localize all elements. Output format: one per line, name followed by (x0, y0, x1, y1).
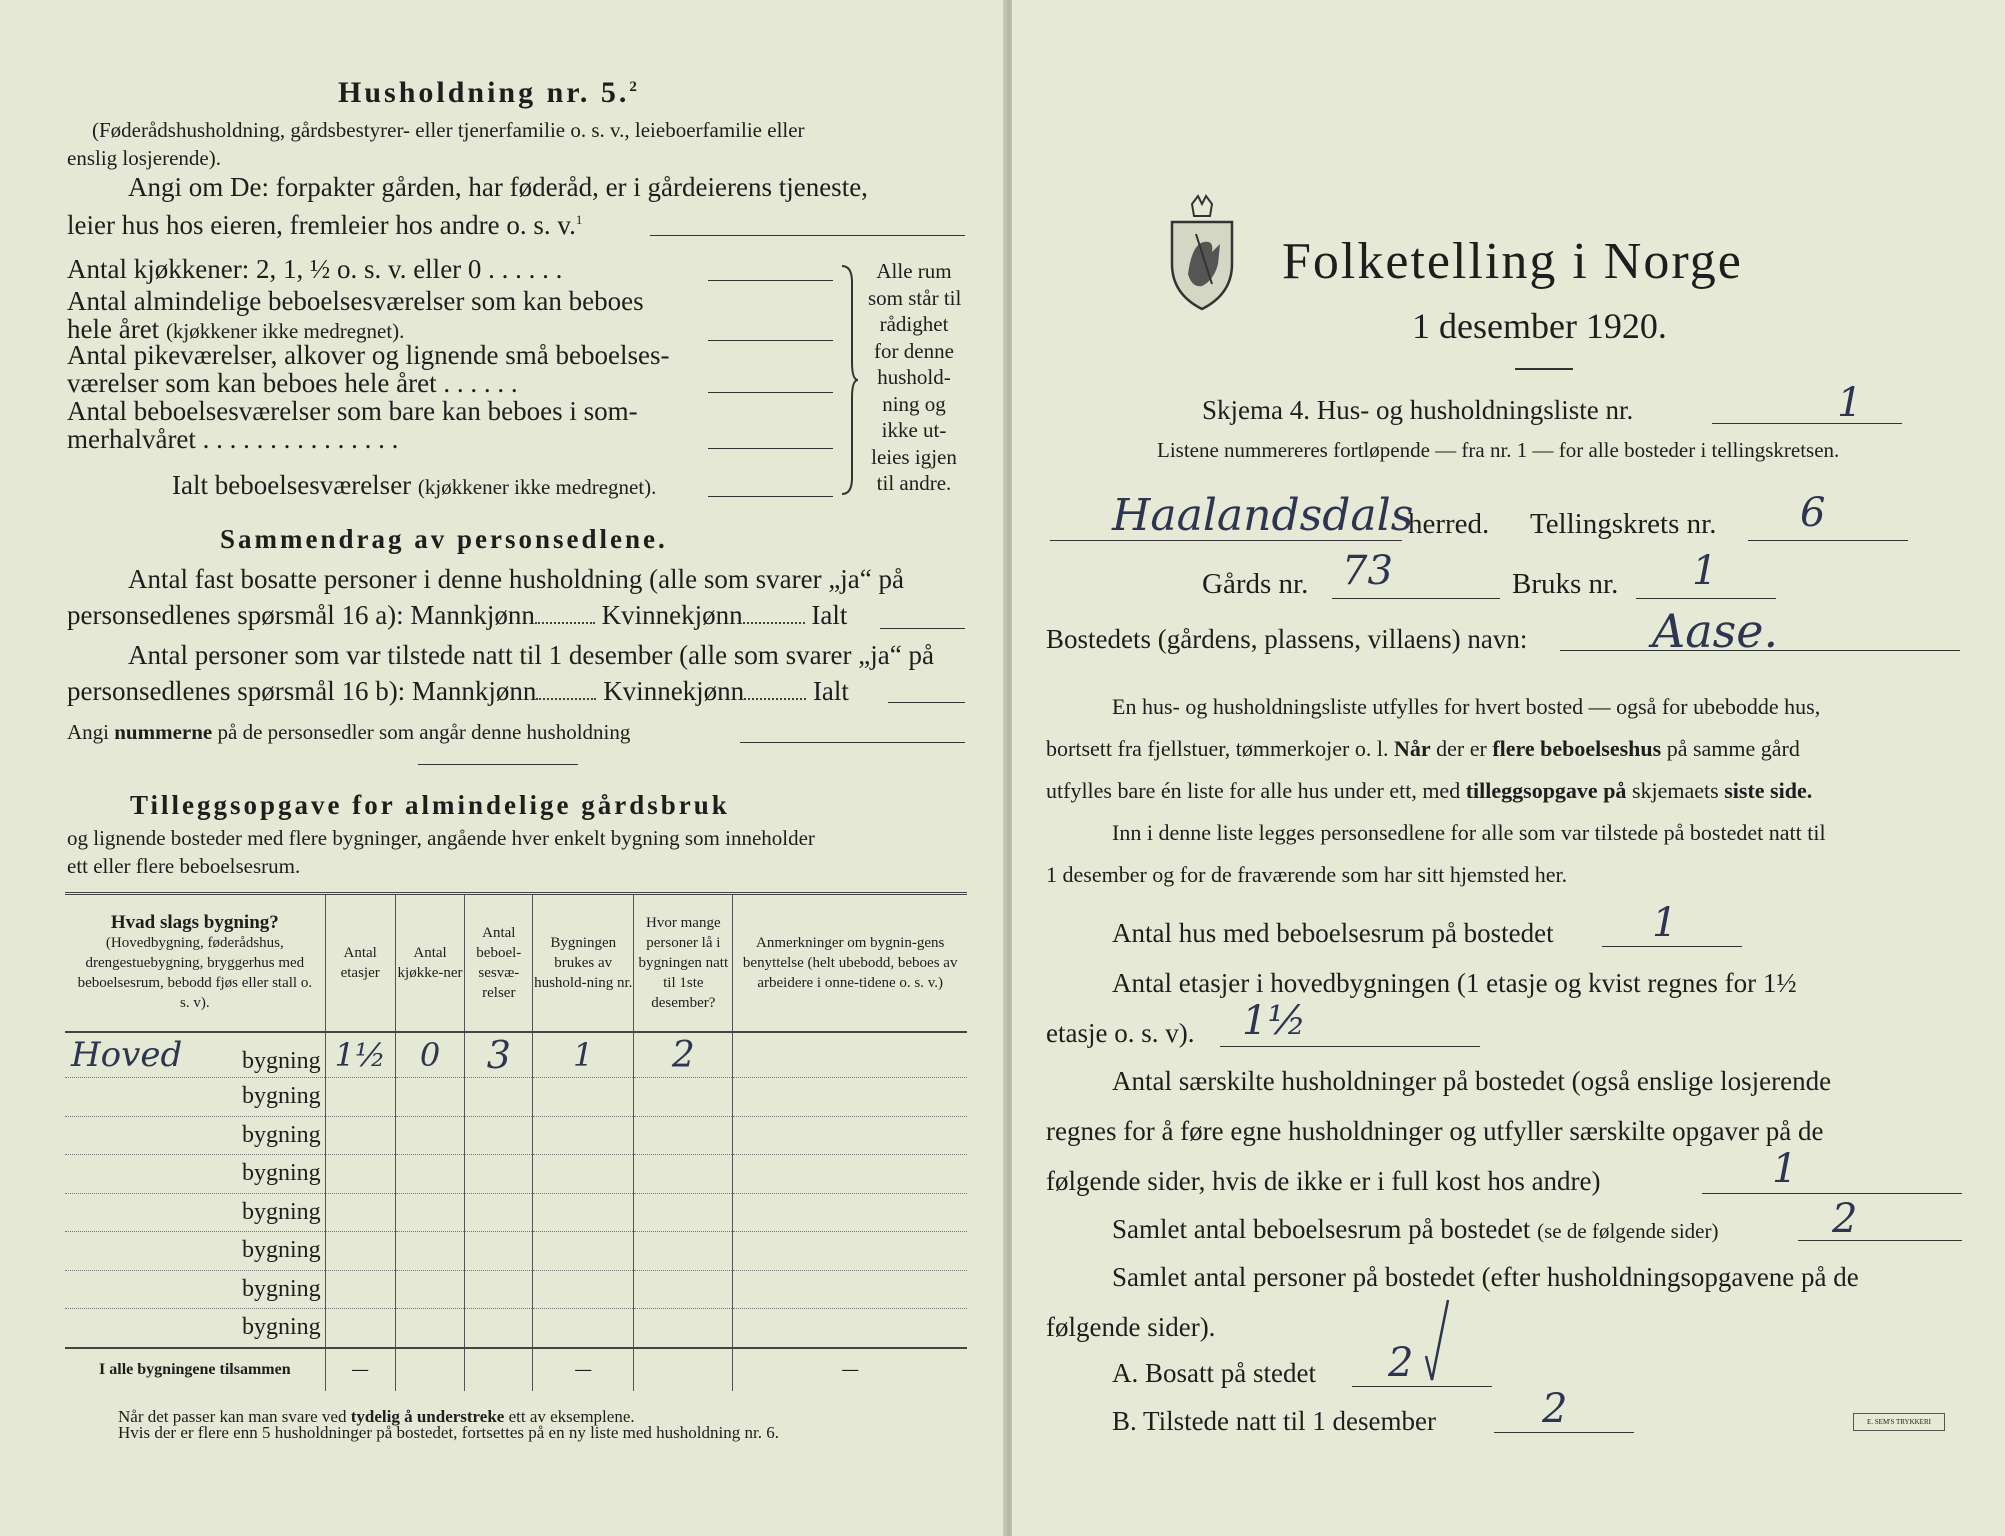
room-row-3a: Antal pikeværelser, alkover og lignende små beboelses- (67, 340, 670, 370)
para2-line1: Inn i denne liste legges personsedlene for alle som var tilstede på bostedet natt til (1112, 820, 1826, 845)
bosted-label: Bostedets (gårdens, plassens, villaens) navn: (1046, 624, 1528, 654)
para1-line3: utfylles bare én liste for alle hus under ett, med tilleggsopgave på skjemaets siste side. (1046, 778, 1813, 803)
para2-line2: 1 desember og for de fraværende som har sitt hjemsted her. (1046, 862, 1568, 887)
bruks-line (1636, 598, 1776, 599)
q4-label: Samlet antal beboelsesrum på bostedet (se de følgende sider) (1112, 1214, 1719, 1244)
tellingskrets-label: Tellingskrets nr. (1530, 508, 1717, 540)
ialt-rooms: Ialt beboelsesværelser (kjøkkener ikke medregnet). (172, 470, 657, 500)
building-table (65, 892, 967, 1391)
herred-label: herred. (1408, 508, 1490, 540)
table-row[interactable]: bygning (65, 1309, 967, 1348)
total-anm: — (733, 1348, 967, 1391)
b-value[interactable]: 2 (1542, 1386, 1568, 1432)
summary-1a: Antal fast bosatte personer i denne husholdning (alle som svarer „ja“ på (128, 564, 904, 594)
q1-value[interactable]: 1 (1652, 900, 1678, 946)
angi-nummerne-answer[interactable] (740, 742, 965, 743)
table-row[interactable]: bygning (65, 1193, 967, 1232)
summary-2-ialt-answer[interactable] (888, 702, 965, 703)
printer-stamp: E. SEM'S TRYKKERI (1853, 1413, 1945, 1431)
gards-value[interactable]: 73 (1342, 548, 1393, 594)
q2-line2: etasje o. s. v). (1046, 1018, 1195, 1048)
listene-note: Listene nummereres fortløpende — fra nr. 1 — for alle bosteder i tellingskretsen. (1157, 438, 1840, 462)
header-kjokkener: Antal kjøkke-ner (395, 894, 465, 1033)
tillegg-title: Tilleggsopgave for almindelige gårdsbruk (130, 790, 730, 820)
summary-2a: Antal personer som var tilstede natt til 1 desember (alle som svarer „ja“ på (128, 640, 934, 670)
room-row-2a: Antal almindelige beboelsesværelser som kan beboes (67, 286, 644, 316)
table-row[interactable]: Hoved bygning 1½ 0 3 1 2 (65, 1032, 967, 1078)
gards-line (1332, 598, 1500, 599)
q2-value[interactable]: 1½ (1242, 998, 1307, 1044)
room-row-2b: hele året (kjøkkener ikke medregnet). (67, 314, 405, 344)
room-row-3b: værelser som kan beboes hele året . . . . . . (67, 368, 518, 398)
table-row[interactable]: bygning (65, 1155, 967, 1194)
household-subtitle-2: enslig losjerende). (67, 146, 221, 170)
q3-line3: følgende sider, hvis de ikke er i full kost hos andre) (1046, 1166, 1601, 1196)
bruks-value[interactable]: 1 (1692, 548, 1718, 594)
header-etasjer: Antal etasjer (325, 894, 395, 1033)
checkmark-icon (1422, 1296, 1452, 1386)
summary-1b: personsedlenes spørsmål 16 a): Mannkjønn Kvinnekjønn Ialt (67, 600, 848, 630)
q1-label: Antal hus med beboelsesrum på bostedet (1112, 918, 1554, 948)
room-row-1-answer[interactable] (708, 280, 833, 281)
angi-line-1: Angi om De: forpakter gården, har føderåd, er i gårdeierens tjeneste, (128, 172, 868, 202)
bruks-label: Bruks nr. (1512, 568, 1619, 600)
bosted-value[interactable]: Aase. (1652, 604, 1779, 658)
bosted-line (1560, 650, 1960, 651)
header-husholdning: Bygningen brukes av hushold-ning nr. (533, 894, 634, 1033)
angi-line-2: leier hus hos eieren, fremleier hos andre o. s. v.$^1$ (67, 210, 583, 240)
header-vaerelser: Antal beboel-sesvæ-relser (465, 894, 533, 1033)
summary-2b: personsedlenes spørsmål 16 b): Mannkjønn Kvinnekjønn Ialt (67, 676, 849, 706)
right-page (1012, 0, 2005, 1536)
room-row-4a: Antal beboelsesværelser som bare kan beboes i som- (67, 396, 638, 426)
table-total-row (65, 1348, 967, 1391)
household-title: Husholdning nr. 5.$^2$ (338, 76, 640, 109)
bracket-icon (838, 262, 860, 498)
q3-line (1702, 1193, 1962, 1194)
skjema-number[interactable]: 1 (1837, 380, 1863, 426)
q3-line1: Antal særskilte husholdninger på bostedet (også enslige losjerende (1112, 1066, 1832, 1096)
main-title: Folketelling i Norge (1282, 233, 1743, 290)
room-row-2-answer[interactable] (708, 340, 833, 341)
q4-line (1798, 1240, 1962, 1241)
table-row[interactable]: bygning (65, 1232, 967, 1271)
q5-line2: følgende sider). (1046, 1312, 1216, 1342)
total-husholdning: — (533, 1348, 634, 1391)
building-table-header (65, 894, 967, 1033)
room-row-4b: merhalvåret . . . . . . . . . . . . . . . (67, 424, 399, 454)
summary-1-ialt-answer[interactable] (880, 628, 965, 629)
a-label: A. Bosatt på stedet (1112, 1358, 1316, 1388)
a-value[interactable]: 2 (1388, 1340, 1414, 1386)
room-row-3-answer[interactable] (708, 392, 833, 393)
tillegg-line-1: og lignende bosteder med flere bygninger, angående hver enkelt bygning som inneholder (67, 826, 815, 850)
herred-value[interactable]: Haalandsdals (1112, 490, 1414, 541)
bracket-note: Alle rum som står til rådighet for denne hushold- ning og ikke ut- leies igjen til andre. (868, 259, 962, 495)
para1-line1: En hus- og husholdningsliste utfylles for hvert bosted — også for ubebodde hus, (1112, 694, 1821, 719)
q3-line2: regnes for å føre egne husholdninger og utfyller særskilte opgaver på de (1046, 1116, 1824, 1146)
room-row-1: Antal kjøkkener: 2, 1, ½ o. s. v. eller 0 . . . . . . (67, 254, 563, 284)
header-building-type: Hvad slags bygning? (Hovedbygning, føderådshus, drengestuebygning, bryggerhus med beboelsesrum, bebodd fjøs eller stall o. s. v). (65, 894, 325, 1033)
header-anmerkninger: Anmerkninger om bygnin-gens benyttelse (helt ubebodd, beboes av arbeidere i onne-tidene o. s. v.) (733, 894, 967, 1033)
table-row[interactable]: bygning (65, 1078, 967, 1117)
a-line (1352, 1386, 1492, 1387)
divider (418, 764, 578, 765)
b-line (1494, 1432, 1634, 1433)
room-row-4-answer[interactable] (708, 448, 833, 449)
tellingskrets-value[interactable]: 6 (1800, 490, 1826, 536)
angi-answer-line[interactable] (650, 235, 965, 236)
q1-line (1602, 946, 1742, 947)
skjema-number-line (1712, 423, 1902, 424)
q2-line1: Antal etasjer i hovedbygningen (1 etasje og kvist regnes for 1½ (1112, 968, 1797, 998)
total-etasjer: — (325, 1348, 395, 1391)
title-rule (1515, 368, 1573, 370)
summary-title: Sammendrag av personsedlene. (220, 524, 668, 554)
q3-value[interactable]: 1 (1772, 1146, 1798, 1192)
para1-line2: bortsett fra fjellstuer, tømmerkojer o. l. Når der er flere beboelseshus på samme gård (1046, 736, 1800, 761)
skjema-label: Skjema 4. Hus- og husholdningsliste nr. (1202, 395, 1634, 425)
footnote-2: Hvis der er flere enn 5 husholdninger på bostedet, fortsettes på en ny liste med husholdning nr. 6. (118, 1423, 779, 1442)
ialt-rooms-answer[interactable] (708, 496, 833, 497)
total-label: I alle bygningene tilsammen (65, 1348, 325, 1391)
census-date: 1 desember 1920. (1412, 306, 1667, 346)
coat-of-arms-icon (1162, 194, 1242, 314)
gards-label: Gårds nr. (1202, 568, 1309, 600)
q2-line (1220, 1046, 1480, 1047)
tillegg-line-2: ett eller flere beboelsesrum. (67, 854, 301, 878)
household-subtitle: (Føderådshusholdning, gårdsbestyrer- eller tjenerfamilie o. s. v., leieboerfamilie eller (92, 118, 805, 142)
q4-value[interactable]: 2 (1832, 1196, 1858, 1242)
table-row[interactable]: bygning (65, 1116, 967, 1155)
q5-line1: Samlet antal personer på bostedet (efter husholdningsopgavene på de (1112, 1262, 1859, 1292)
herred-line (1050, 540, 1402, 541)
table-row[interactable]: bygning (65, 1270, 967, 1309)
angi-nummerne: Angi nummerne på de personsedler som angår denne husholdning (67, 720, 631, 744)
tellingskrets-line (1748, 540, 1908, 541)
header-personer: Hvor mange personer lå i bygningen natt til 1ste desember? (634, 894, 733, 1033)
b-label: B. Tilstede natt til 1 desember (1112, 1406, 1436, 1436)
footnote-1: Når det passer kan man svare ved tydelig å understreke ett av eksemplene. (118, 1407, 635, 1426)
